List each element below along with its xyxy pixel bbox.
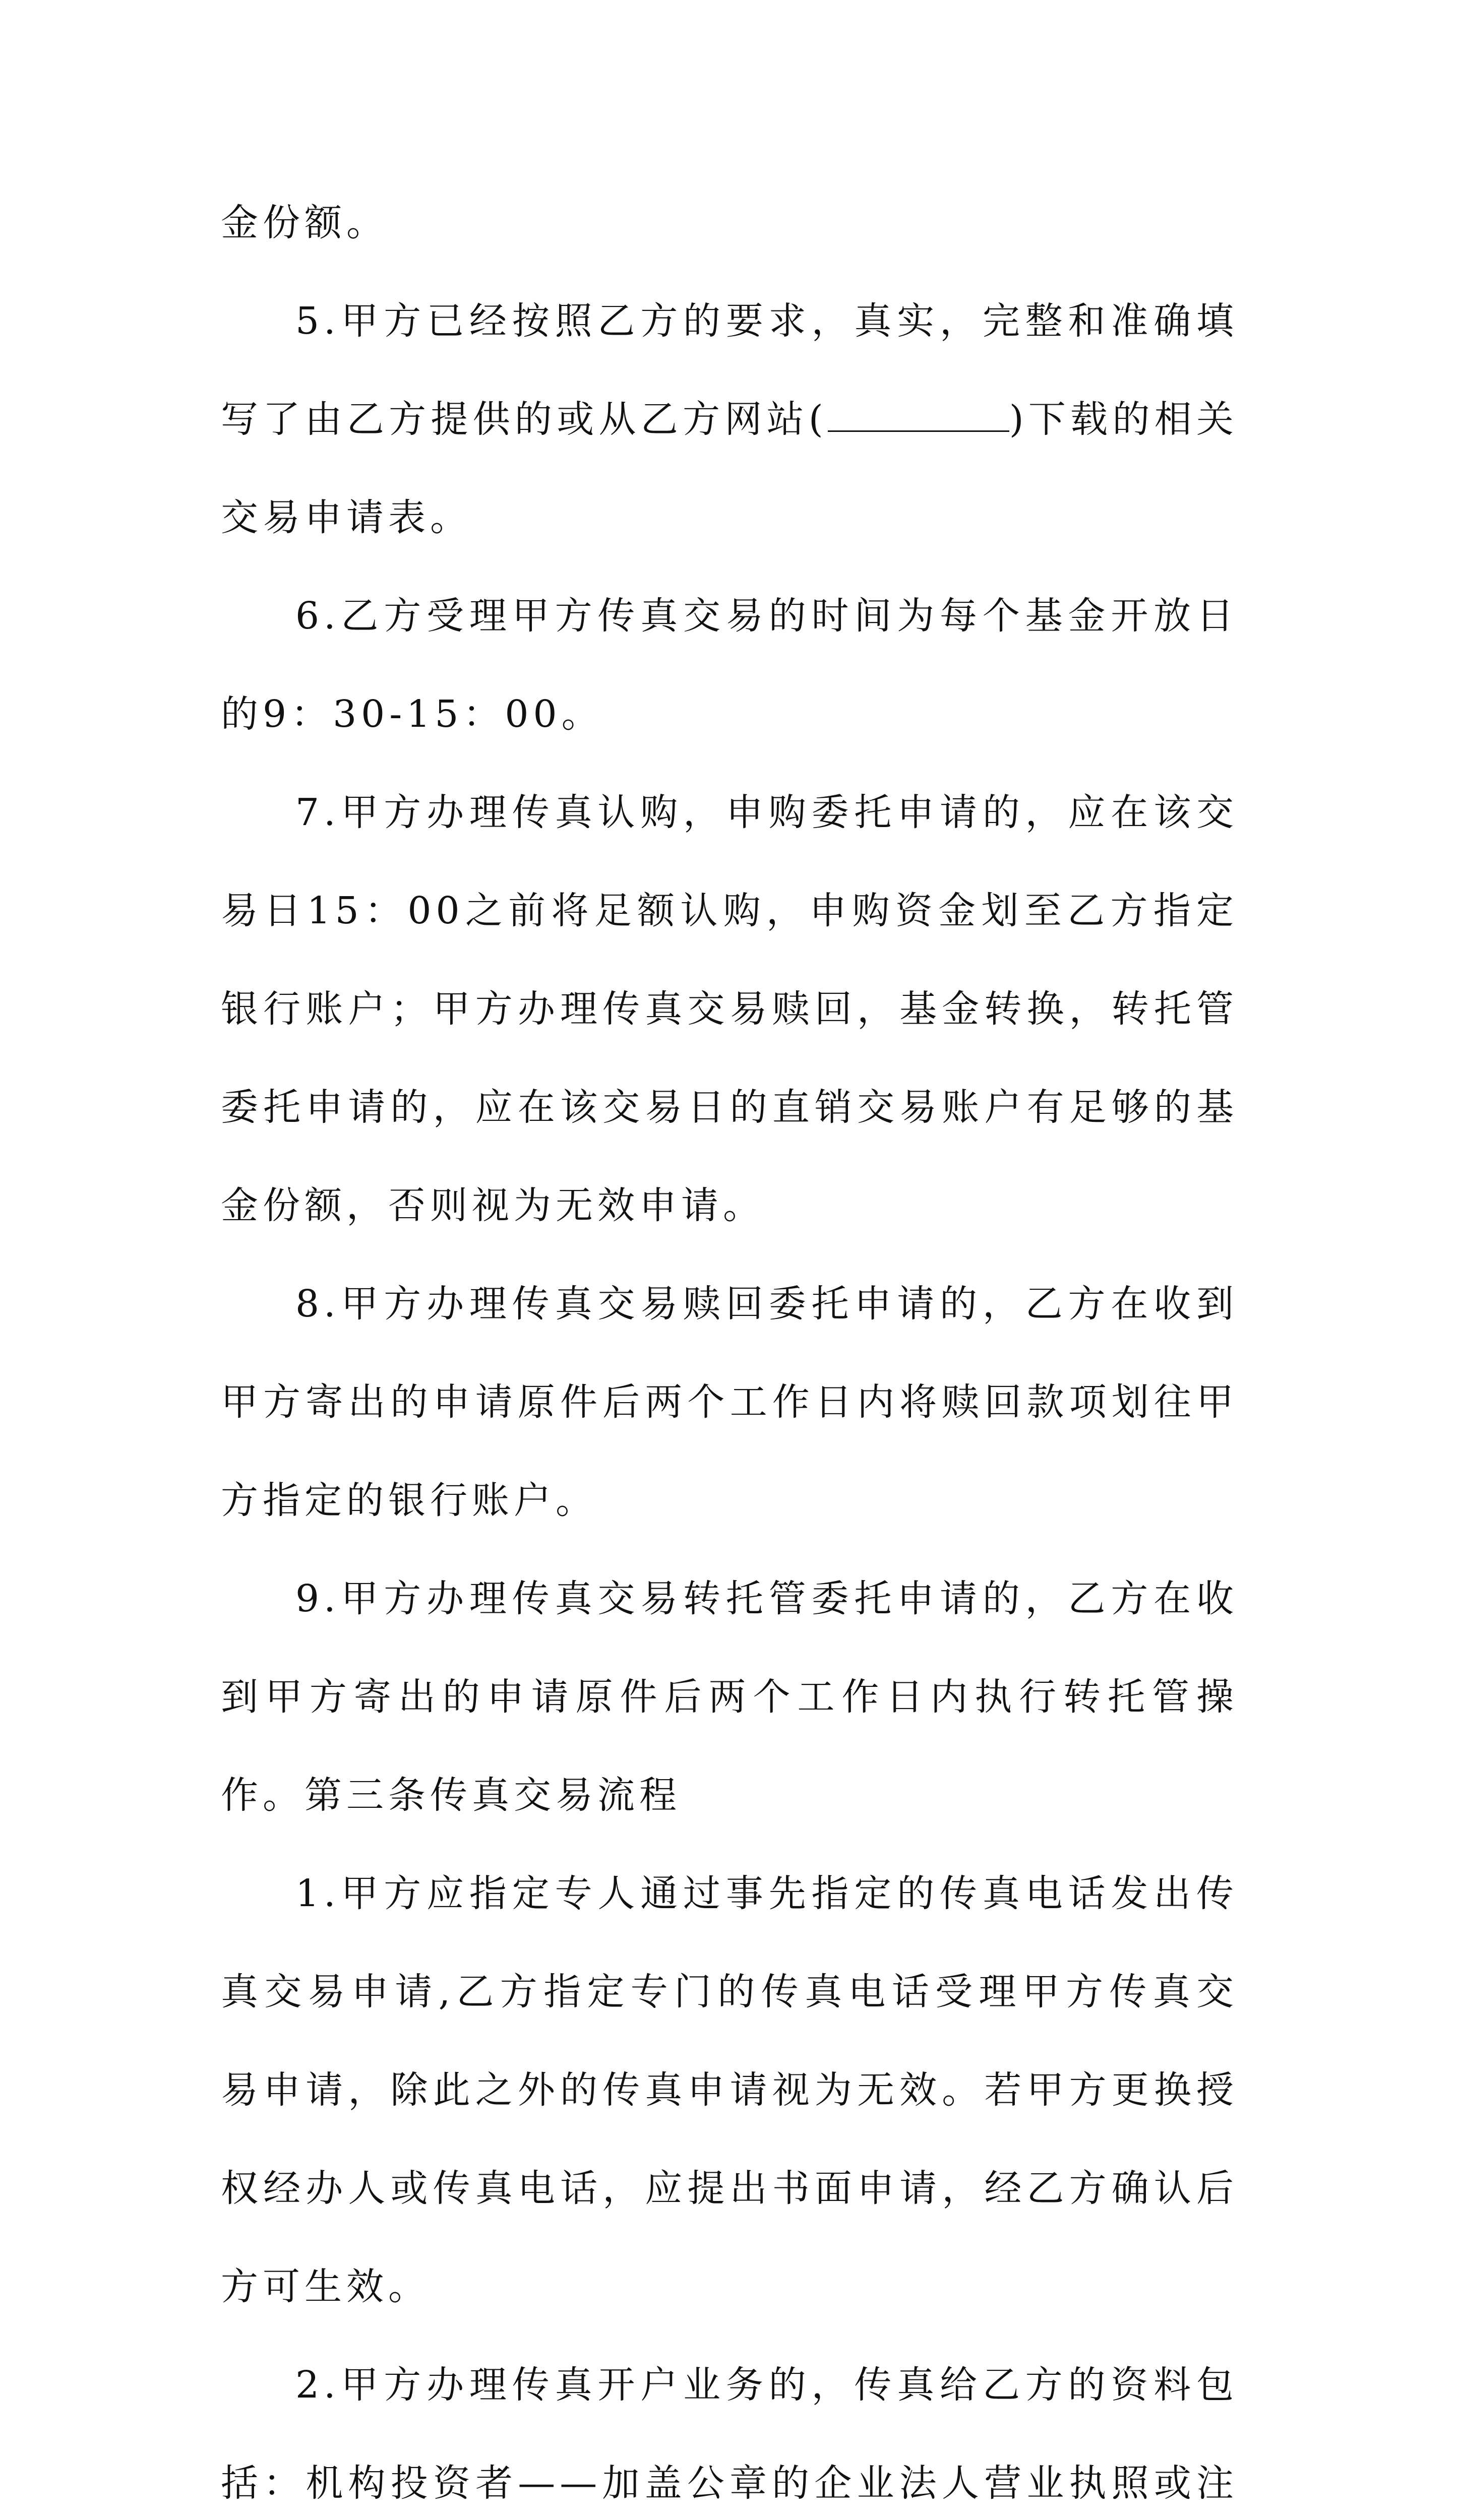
paragraph-text: 5.甲方已经按照乙方的要求，真实，完整和准确填写了由乙方提供的或从乙方网站(: [221, 299, 1238, 441]
paragraph: [221, 764, 1238, 1255]
paragraph-text: )下载的相关交易申请表。: [221, 398, 1239, 539]
paragraph-text: 7.甲方办理传真认购，申购委托申请的，应在该交易日15：00之前将足额认购，申购资金划至乙方指定银行账户；甲方办理传真交易赎回，基金转换，转托管委托申请的，应在该交易日的直销交易账户有足够的基金份额，否则视为无效申请。: [221, 791, 1238, 1227]
paragraph: [221, 272, 1238, 567]
paragraph: [221, 2336, 1238, 2520]
paragraph-text: 1.甲方应指定专人通过事先指定的传真电话发出传真交易申请,乙方指定专门的传真电话受理甲方传真交易申请，除此之外的传真申请视为无效。若甲方更换授权经办人或传真电话，应提出书面申请，经乙方确认后方可生效。: [221, 1872, 1238, 2308]
paragraph: [221, 1550, 1238, 1845]
paragraph-text: 金份额。: [221, 201, 388, 244]
paragraph-text: 8.甲方办理传真交易赎回委托申请的，乙方在收到甲方寄出的申请原件后两个工作日内将赎回款项划往甲方指定的银行账户。: [221, 1282, 1238, 1522]
paragraph-text: 6.乙方受理甲方传真交易的时间为每个基金开放日的9：30-15：00。: [221, 594, 1238, 736]
paragraph: [221, 1845, 1238, 2336]
paragraph: [221, 1255, 1238, 1550]
paragraph: [221, 174, 1238, 272]
paragraph-text: 9.甲方办理传真交易转托管委托申请的，乙方在收到甲方寄出的申请原件后两个工作日内执行转托管操作。第三条传真交易流程: [221, 1577, 1238, 1817]
fill-in-blank: [828, 400, 1009, 432]
document-body: [221, 174, 1238, 2520]
paragraph-text: 2.甲方办理传真开户业务的，传真给乙方的资料包括：机构投资者——加盖公章的企业法人营业执照或注: [221, 2363, 1238, 2505]
paragraph: [221, 567, 1238, 764]
